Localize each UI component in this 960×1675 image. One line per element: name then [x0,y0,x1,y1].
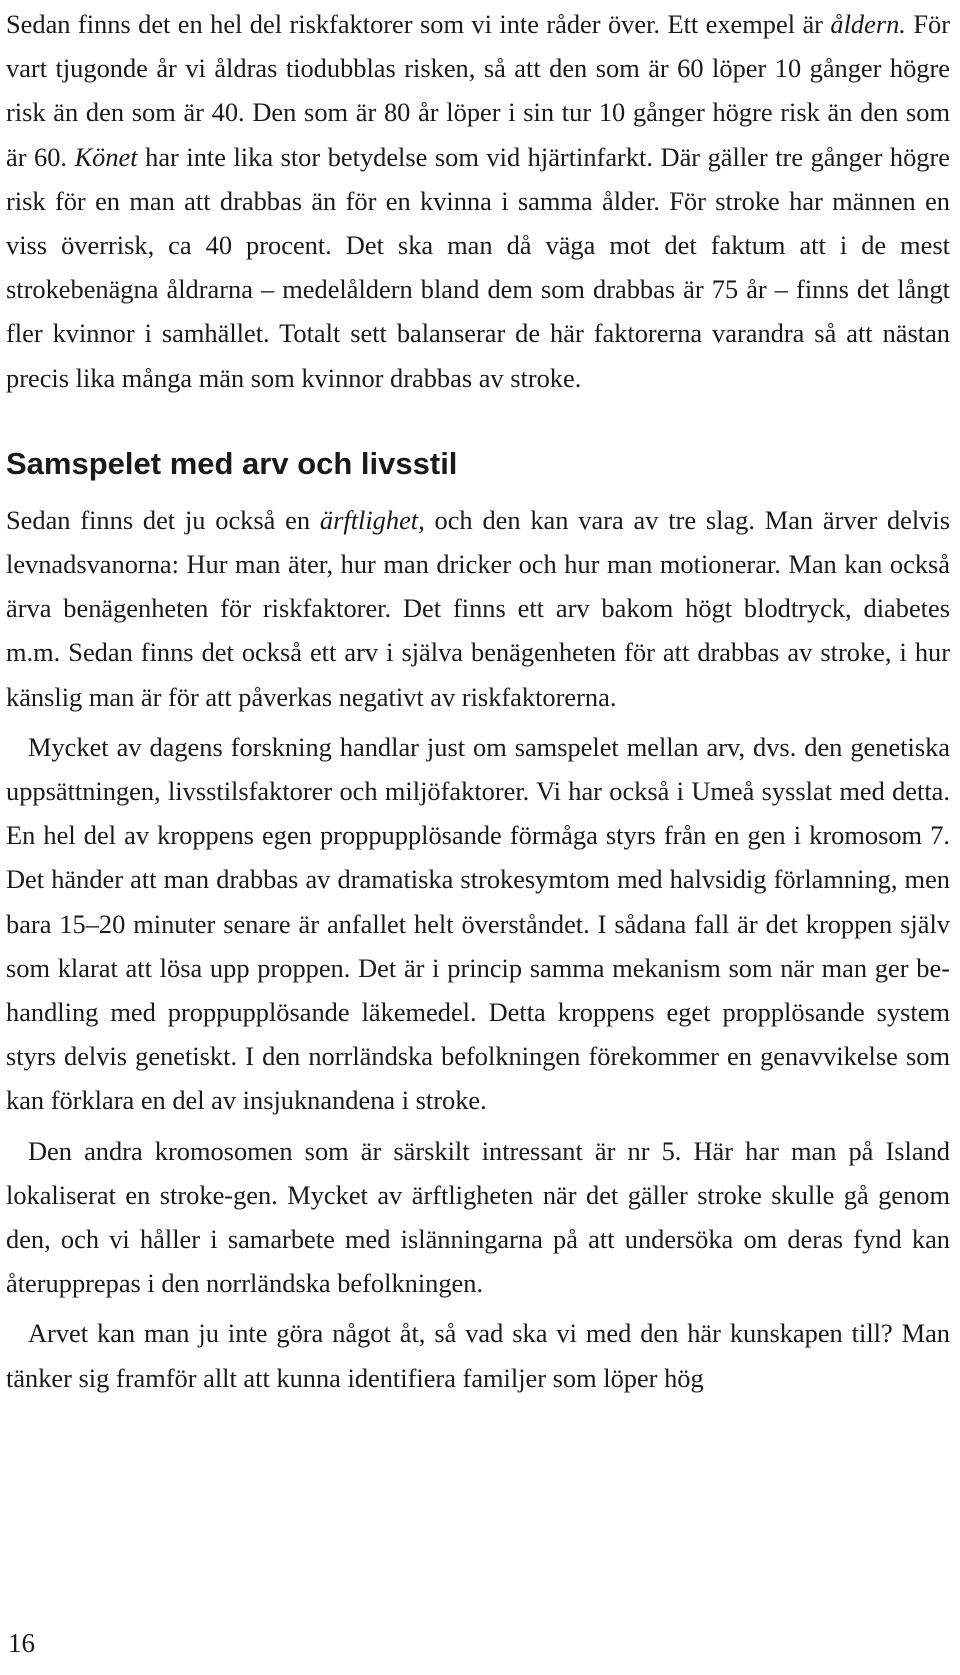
body-paragraph-2 [6,498,950,719]
paragraph-1-text-b: För vart tjugonde år vi åldras tiodubblas risken, så att den som är 60 löper 10 gånger högre risk än den som är 40. Den som är 80 år löper i sin tur 10 gånger högre risk än den som är 60. [6,9,950,172]
body-paragraph-5: Arvet kan man ju inte göra något åt, så vad ska vi med den här kunskapen till? Man tänker sig framför allt att kunna identifiera familjer som löper hög [6,1318,950,1393]
body-paragraph-3: Mycket av dagens forskning handlar just om samspelet mellan arv, dvs. den genetiska uppsättningen, livsstilsfaktorer och miljöfaktorer. Vi har också i Umeå sysslat med detta. En hel del av kroppens egen proppupplösande förmåga styrs från en gen i kromosom 7. Det händer att man drabbas av dramatiska strokesymtom med halvsidig förlamning, men bara 15–20 minuter senare är anfallet helt överståndet. I sådana fall är det kroppen själv som klarat att lösa upp proppen. Det är i princip samma mekanism som när man ger behandling med proppupplösande läkemedel. Detta kroppens eget propplösande system styrs delvis genetiskt. I den norrländska befolkningen förekommer en genavvikelse som kan förklara en del av insjuknandena i stroke. [6,731,950,1116]
paragraph-1-emphasis-age: åldern. [830,9,906,39]
body-paragraph-1 [6,2,950,400]
page-number: 16 [8,1628,35,1658]
paragraph-1-text-c: har inte lika stor betydelse som vid hjärtinfarkt. Där gäller tre gånger högre risk för en man att drabbas än för en kvinna i samma ålder. För stroke har männen en viss överrisk, ca 40 procent. Det ska man då väga mot det faktum att i de mest strokebenägna åldrarna – medelåldern bland dem som drabbas är 75 år – finns det långt fler kvinnor i samhället. Totalt sett balanserar de här faktorerna varandra så att nästan precis lika många män som kvinnor drabbas av stroke. [6,141,950,393]
body-paragraph-4: Den andra kromosomen som är särskilt intressant är nr 5. Här har man på Island lokaliserat en stroke-gen. Mycket av ärftligheten när det gäller stroke skulle gå genom den, och vi håller i samarbete med islänningarna på att undersöka om deras fynd kan återupprepas i den norrländska befolkningen. [6,1135,950,1299]
paragraph-1-text-a: Sedan finns det en hel del riskfaktorer som vi inte råder över. Ett exempel är [6,9,831,39]
paragraph-2-emphasis-heredity: ärftlighet, [319,504,425,535]
paragraph-2-text-a: Sedan finns det ju också en [6,504,320,535]
paragraph-1-emphasis-sex: Könet [74,141,138,172]
paragraph-2-text-b: och den kan vara av tre slag. Man ärver delvis levnadsvanorna: Hur man äter, hur man dricker och hur man motionerar. Man kan också ärva benägenheten för riskfaktorer. Det finns ett arv bakom högt blodtryck, diabetes m.m. Sedan finns det också ett arv i själva benägenheten för att drabbas av stroke, i hur känslig man är för att påverkas negativt av riskfaktorerna. [6,504,950,712]
section-heading: Samspelet med arv och livsstil [6,445,458,481]
document-page [6,0,950,1400]
